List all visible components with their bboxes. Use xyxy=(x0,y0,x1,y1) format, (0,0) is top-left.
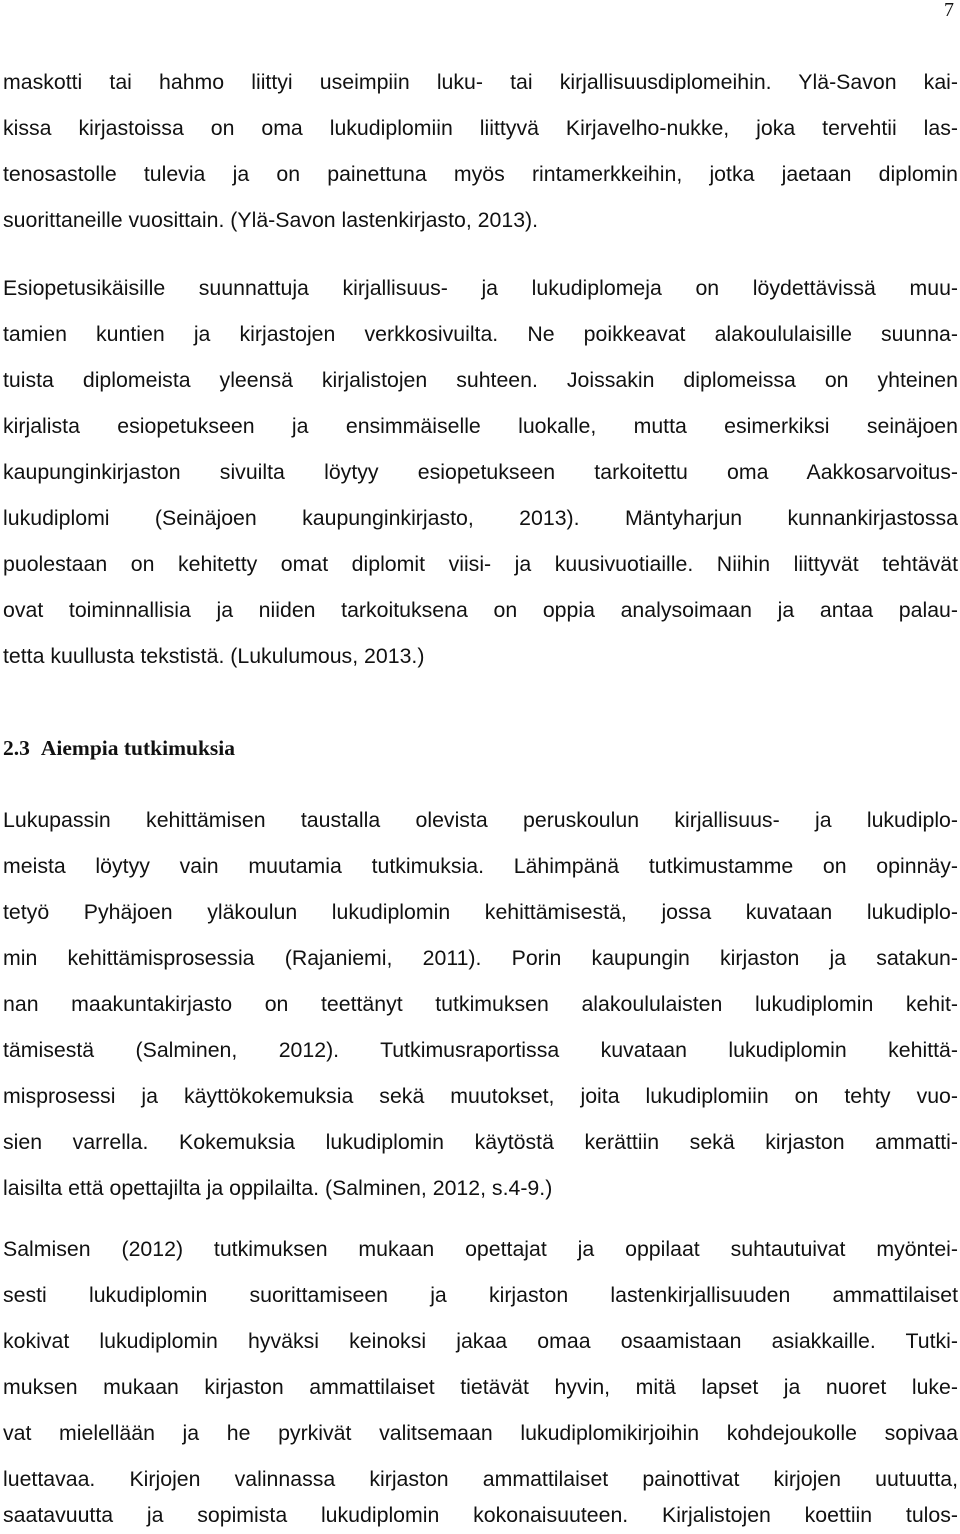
page-number: 7 xyxy=(944,0,954,21)
text-line: Esiopetusikäisille suunnattuja kirjallisuus- ja lukudiplomeja on löydettävissä muu- xyxy=(3,276,958,300)
text-line: puolestaan on kehitetty omat diplomit viisi- ja kuusivuotiaille. Niihin liittyvät tehtävät xyxy=(3,552,958,576)
text-line: sien varrella. Kokemuksia lukudiplomin käytöstä kerättiin sekä kirjaston ammatti- xyxy=(3,1130,958,1154)
text-line: sesti lukudiplomin suorittamiseen ja kirjaston lastenkirjallisuuden ammattilaiset xyxy=(3,1283,958,1307)
text-line: vat mielellään ja he pyrkivät valitsemaan lukudiplomikirjoihin kohdejoukolle sopivaa xyxy=(3,1421,958,1445)
text-line: meista löytyy vain muutamia tutkimuksia. Lähimpänä tutkimustamme on opinnäy- xyxy=(3,854,958,878)
text-line: Lukupassin kehittämisen taustalla olevista peruskoulun kirjallisuus- ja lukudiplo- xyxy=(3,808,958,832)
text-line: tenosastolle tulevia ja on painettuna myös rintamerkkeihin, jotka jaetaan diplomin xyxy=(3,162,958,186)
text-line: nan maakuntakirjasto on teettänyt tutkimuksen alakoululaisten lukudiplomin kehit- xyxy=(3,992,958,1016)
text-line: tetyö Pyhäjoen yläkoulun lukudiplomin kehittämisestä, jossa kuvataan lukudiplo- xyxy=(3,900,958,924)
text-line: laisilta että opettajilta ja oppilailta. (Salminen, 2012, s.4-9.) xyxy=(3,1176,553,1200)
text-line: saatavuutta ja sopimista lukudiplomin kokonaisuuteen. Kirjalistojen koettiin tulos- xyxy=(3,1503,958,1527)
text-line: tamien kuntien ja kirjastojen verkkosivuilta. Ne poikkeavat alakoululaisille suunna- xyxy=(3,322,958,346)
section-title: Aiempia tutkimuksia xyxy=(40,736,236,760)
text-line: kirjalista esiopetukseen ja ensimmäiselle luokalle, mutta esimerkiksi seinäjoen xyxy=(3,414,958,438)
text-line: min kehittämisprosessia (Rajaniemi, 2011). Porin kaupungin kirjaston ja satakun- xyxy=(3,946,958,970)
text-line: maskotti tai hahmo liittyi useimpiin luku- tai kirjallisuusdiplomeihin. Ylä-Savon kai- xyxy=(3,70,958,94)
text-line: Salmisen (2012) tutkimuksen mukaan opettajat ja oppilaat suhtautuivat myöntei- xyxy=(3,1237,958,1261)
text-line: misprosessi ja käyttökokemuksia sekä muutokset, joita lukudiplomiin on tehty vuo- xyxy=(3,1084,958,1108)
section-number: 2.3 xyxy=(3,736,30,760)
text-line: muksen mukaan kirjaston ammattilaiset tietävät hyvin, mitä lapset ja nuoret luke- xyxy=(3,1375,958,1399)
text-line: luettavaa. Kirjojen valinnassa kirjaston ammattilaiset painottivat kirjojen uutuutta, xyxy=(3,1467,958,1491)
text-line: tuista diplomeista yleensä kirjalistojen suhteen. Joissakin diplomeissa on yhteinen xyxy=(3,368,958,392)
text-line: kissa kirjastoissa on oma lukudiplomiin liittyvä Kirjavelho-nukke, joka tervehtii las- xyxy=(3,116,958,140)
text-line: tämisestä (Salminen, 2012). Tutkimusraportissa kuvataan lukudiplomin kehittä- xyxy=(3,1038,958,1062)
text-line: tetta kuullusta tekstistä. (Lukulumous, 2013.) xyxy=(3,644,425,668)
text-line: suorittaneille vuosittain. (Ylä-Savon lastenkirjasto, 2013). xyxy=(3,208,539,232)
text-line: ovat toiminnallisia ja niiden tarkoituksena on oppia analysoimaan ja antaa palau- xyxy=(3,598,958,622)
text-line: lukudiplomi (Seinäjoen kaupunginkirjasto, 2013). Mäntyharjun kunnankirjastossa xyxy=(3,506,958,530)
text-line: kaupunginkirjaston sivuilta löytyy esiopetukseen tarkoitettu oma Aakkosarvoitus- xyxy=(3,460,958,484)
section-heading xyxy=(3,730,235,766)
text-line: kokivat lukudiplomin hyväksi keinoksi jakaa omaa osaamistaan asiakkaille. Tutki- xyxy=(3,1329,958,1353)
